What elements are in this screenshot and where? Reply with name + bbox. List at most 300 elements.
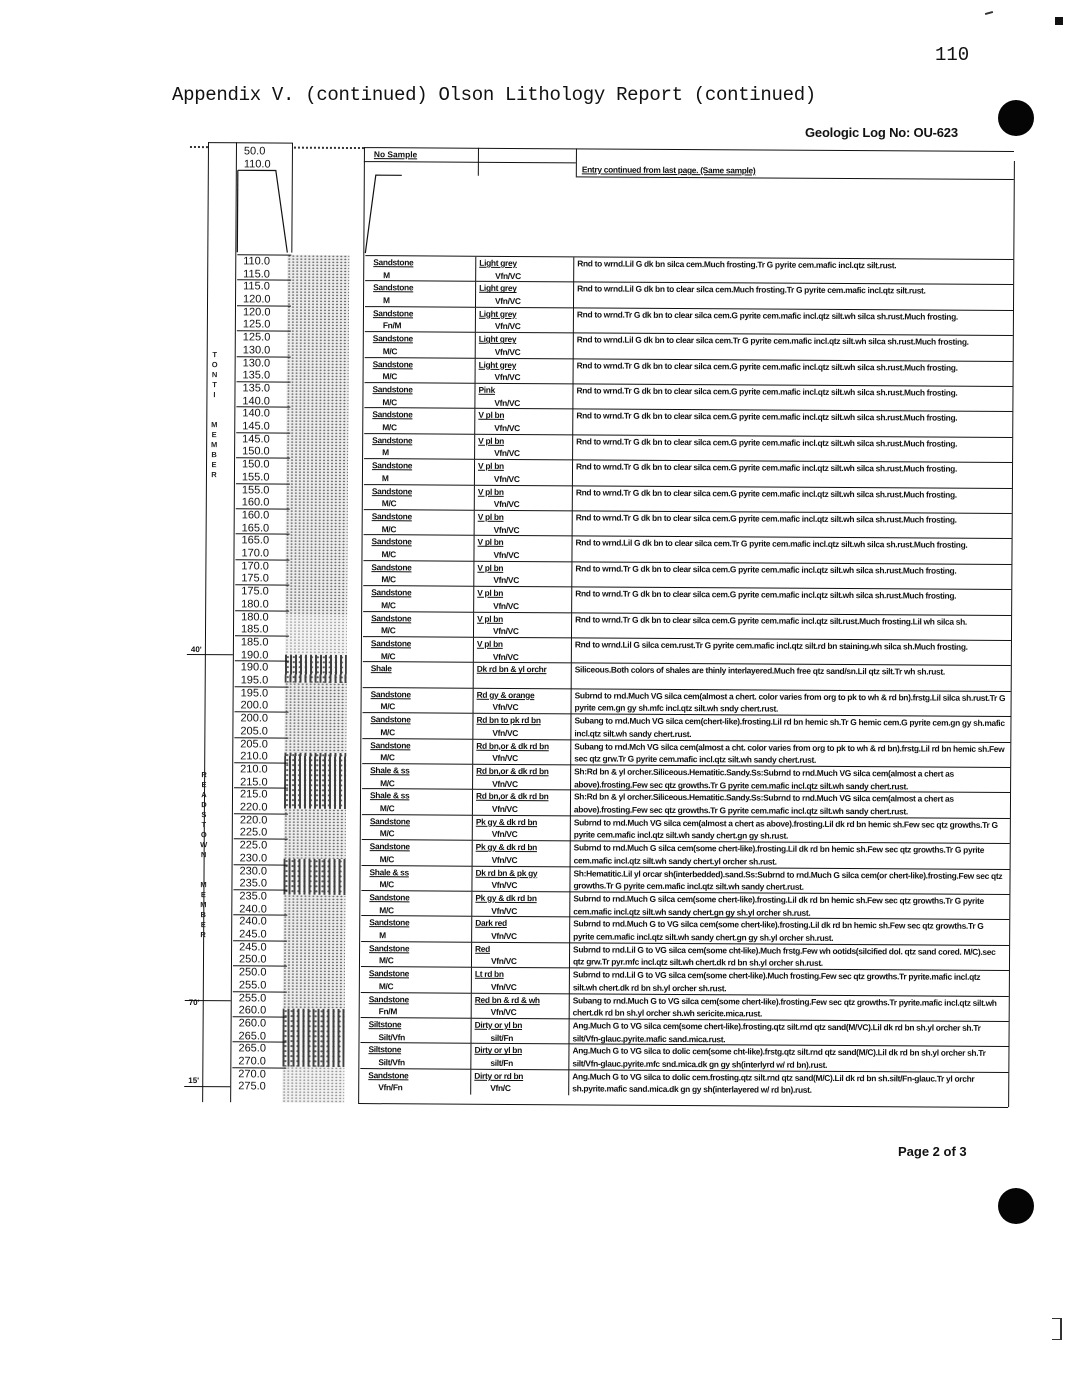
depth-bottom: 265.0	[238, 1029, 267, 1042]
grain-size: M/C	[380, 650, 396, 661]
cell-divider	[471, 993, 472, 1018]
rock-color: V pl bn	[477, 613, 503, 624]
rock-type: Sandstone	[370, 714, 411, 725]
depth-top: 240.0	[239, 915, 267, 928]
rock-color: Pk gy & dk rd bn	[475, 841, 538, 853]
size-range: Vfn/VC	[492, 752, 518, 764]
depth-bottom: 270.0	[238, 1055, 266, 1068]
thickness-mark: 15'	[188, 1076, 200, 1086]
color-cell	[477, 308, 573, 334]
rock-color: Dirty or yl bn	[474, 1045, 522, 1056]
rock-type-cell	[360, 1018, 470, 1044]
depth-top: 155.0	[241, 483, 270, 497]
tonti-member-label	[210, 350, 221, 480]
grain-size: M/C	[382, 396, 397, 407]
rock-color: Pk gy & dk rd bn	[475, 816, 538, 827]
depth-cell	[236, 407, 290, 433]
rock-type: Sandstone	[371, 485, 413, 496]
rock-type: Sandstone	[369, 815, 411, 827]
depth-bottom: 175.0	[241, 572, 269, 585]
rock-color: Light grey	[478, 308, 517, 319]
lithology-pattern-sandstone	[283, 895, 346, 1009]
size-range: Vfn/VC	[493, 473, 520, 484]
description: Rnd to wrnd.Tr G dk bn to clear silca cem.G pyrite cem.mafic incl.qtz silt.wh silca sh.rust.Much frosting.	[576, 385, 958, 398]
depth-cell	[233, 1016, 287, 1042]
size-range: Vfn/VC	[494, 448, 520, 459]
scan-mark	[1052, 1318, 1062, 1340]
no-sample-outline	[363, 173, 404, 255]
description: Ang.Much G to VG silca cem(some chert-like).frosting.qtz silt.rnd qtz sand(M/VC).Lil dk rd bn sh.yl orcher sh.Tr silt/Vfn-glauc.pyrite.mafic sand.mica.rust.	[572, 1020, 981, 1044]
size-range: Vfn/VC	[490, 1006, 517, 1018]
depth-bottom: 250.0	[238, 953, 267, 966]
depth-bottom: 275.0	[238, 1080, 266, 1093]
thickness-mark: 70'	[188, 998, 200, 1008]
no-sample-label: No Sample	[373, 149, 418, 160]
cell-divider	[473, 562, 474, 587]
rock-type: Sandstone	[371, 536, 412, 547]
rock-color: V pl bn	[478, 435, 505, 446]
grain-size: Silt/Vfn	[378, 1057, 405, 1068]
description: Subrnd to rnd.Much G to VG silca cem(some chert-like).frosting.Lil dk rd bn hemic sh.Few sec qtz growths.Tr G pyrite cem.mafic incl.qtz silt.wh sandy chert.gn gy sh.yl orcher sh.rust.	[573, 918, 984, 943]
color-cell	[476, 485, 572, 511]
cell-divider	[568, 1045, 569, 1070]
cell-divider	[569, 994, 570, 1019]
depth-top: 130.0	[242, 356, 271, 370]
depth-cell	[232, 1067, 286, 1093]
depth-bottom: 140.0	[242, 394, 270, 407]
description: Rnd to wrnd.Tr G dk bn to clear silca cem.G pyrite cem.mafic incl.qtz silt.wh silca sh.rust.Much frosting.	[575, 512, 957, 525]
rock-type: Sandstone	[372, 409, 413, 420]
rock-color: V pl bn	[477, 562, 504, 573]
grain-size: M/C	[382, 371, 398, 382]
rock-type-cell	[363, 637, 473, 663]
page-number: 110	[935, 44, 970, 66]
cell-divider	[474, 384, 475, 409]
depth-cell	[234, 762, 288, 788]
table-border	[576, 176, 1014, 180]
description: Subrnd to rnd.Much G silca cem(some chert-like).frosting.Lil dk rd bn hemic sh.Few sec qtz growths.Tr G pyrite cem.mafic incl.qtz silt.wh sandy chert.yl orcher sh.rust.	[573, 842, 985, 867]
size-range: Vfn/VC	[494, 321, 521, 332]
color-cell	[477, 358, 573, 384]
depth-top: 230.0	[239, 864, 268, 878]
depth-top: 125.0	[242, 331, 271, 344]
rock-type: Sandstone	[371, 561, 412, 573]
depth-cell	[236, 483, 290, 509]
cell-divider	[471, 917, 472, 942]
rock-type: Siltstone	[368, 1044, 402, 1055]
size-range: Vfn/VC	[493, 549, 520, 560]
grain-size: Vfn/Fn	[378, 1082, 403, 1093]
member-column-border	[202, 142, 209, 1102]
cell-divider	[570, 791, 571, 816]
depth-cell	[234, 737, 288, 763]
depth-bottom: 145.0	[242, 420, 270, 433]
depth-cell	[237, 356, 291, 382]
depth-bottom: 215.0	[240, 775, 268, 788]
cell-divider	[473, 689, 474, 714]
cell-divider	[475, 358, 476, 383]
lithology-pattern-shale	[285, 655, 347, 683]
rock-type-cell	[362, 815, 472, 841]
description: Rnd to wrnd.Lil G dk bn to clear silca cem.Tr G pyrite cem.mafic incl.qtz silt.wh silca sh.rust.Much frosting.	[576, 334, 969, 347]
rock-type-cell	[361, 967, 471, 993]
depth-cell	[237, 330, 291, 356]
size-range: Vfn/VC	[492, 727, 519, 738]
size-range: Vfn/VC	[493, 600, 519, 611]
cell-divider	[472, 790, 473, 815]
cell-divider	[573, 359, 574, 384]
cell-divider	[571, 562, 572, 587]
color-cell	[475, 587, 571, 613]
cell-divider	[472, 816, 473, 841]
rock-type: Sandstone	[371, 460, 413, 471]
rock-color: Dk rd bn & yl orchr	[476, 664, 547, 675]
size-range: Vfn/VC	[493, 524, 520, 535]
lithology-pattern-sandstone	[284, 683, 346, 753]
rock-type-cell	[362, 789, 472, 815]
size-range: Vfn/VC	[491, 829, 518, 840]
description: Sh:Hematitic.Lil yl orcar sh(interbedded).sand.Ss:Subrnd to rnd.Much G silca cem(or chert-like).frosting.Few sec qtz growths.Tr G pyrite cem.mafic incl.qtz silt.wh sandy chert.rust.	[573, 867, 1003, 892]
grain-size: M/C	[380, 625, 396, 636]
grain-size: M	[383, 269, 390, 280]
grain-size: M/C	[380, 701, 396, 712]
size-range: Vfn/VC	[491, 879, 518, 891]
color-cell	[476, 409, 572, 435]
cell-divider	[475, 257, 476, 282]
rock-color: Light grey	[479, 257, 517, 268]
color-cell	[474, 841, 570, 867]
lithology-pattern-sandstone	[284, 809, 346, 859]
cell-divider	[572, 384, 573, 409]
punch-hole-icon	[998, 100, 1034, 136]
rock-type: Siltstone	[368, 1019, 402, 1030]
size-range: Vfn/VC	[492, 702, 519, 713]
rock-color: Rd bn,or & dk rd bn	[475, 791, 549, 802]
cell-divider	[474, 435, 475, 460]
depth-bottom: 255.0	[238, 979, 267, 992]
color-cell	[474, 739, 570, 765]
depth-top: 140.0	[242, 407, 270, 420]
rock-type-cell	[364, 485, 474, 511]
size-range: Vfn/VC	[491, 803, 518, 814]
depth-cell	[237, 280, 291, 306]
depth-bottom: 245.0	[239, 928, 267, 941]
rock-color: V pl bn	[478, 410, 505, 421]
cell-divider	[572, 461, 573, 486]
size-range: Vfn/VC	[494, 422, 520, 433]
depth-bottom: 220.0	[239, 801, 268, 814]
page-footer: Page 2 of 3	[898, 1144, 967, 1159]
grain-size: Silt/Vfn	[378, 1031, 406, 1042]
depth-top: 170.0	[241, 560, 269, 573]
size-range: Vfn/C	[490, 1083, 511, 1094]
size-range: Vfn/VC	[492, 778, 518, 789]
rock-type-cell	[365, 358, 475, 384]
description: Rnd to wrnd.Lil G silca cem.rust.Tr G pyrite cem.mafic incl.qtz silt.rd bn staining.wh silca sh.Much frosting.	[574, 639, 968, 652]
description: Sh:Rd bn & yl orcher.Siliceous.Hematitic.Sandy.Ss:Subrnd to rnd.Much VG silca cem(almost a chert as above).frosting.Few sec qtz growths.Tr G pyrite cem.mafic incl.qtz silt.wh sandy chert.rust.	[573, 791, 954, 817]
color-cell	[473, 917, 569, 943]
cell-divider	[569, 969, 570, 994]
rock-type: Shale	[370, 663, 392, 674]
geologic-log-number: Geologic Log No: OU-623	[805, 125, 958, 140]
member-column-border	[208, 142, 236, 143]
depth-top: 160.0	[241, 509, 270, 522]
grain-size: M/C	[379, 904, 394, 915]
depth-top: 200.0	[240, 712, 269, 725]
depth-bottom: 125.0	[242, 318, 271, 331]
depth-top: 255.0	[238, 991, 267, 1005]
rock-type: Shale & ss	[369, 866, 409, 877]
color-cell	[473, 866, 569, 892]
color-cell	[474, 765, 570, 791]
cell-divider	[475, 282, 476, 307]
depth-bottom: 170.0	[241, 547, 270, 560]
cell-divider	[472, 841, 473, 866]
rock-type: Sandstone	[369, 892, 410, 903]
depth-cell	[234, 838, 288, 864]
cell-divider	[471, 866, 472, 891]
rock-color: Red	[475, 943, 491, 954]
lithology-pattern-siltstone	[282, 1009, 344, 1067]
depth-cell	[233, 864, 287, 890]
grain-size: M/C	[378, 980, 394, 991]
depth-top: 190.0	[240, 661, 269, 674]
rock-type: Sandstone	[372, 307, 414, 319]
depth-bottom: 210.0	[240, 750, 268, 763]
rock-color: V pl bn	[477, 486, 504, 497]
color-cell	[472, 1044, 568, 1070]
grain-size: Fn/M	[378, 1006, 398, 1017]
table-border	[364, 161, 576, 163]
depth-top: 115.0	[243, 280, 270, 293]
rock-color: Dirty or rd bn	[474, 1070, 524, 1081]
depth-top: 250.0	[238, 966, 267, 979]
rock-type: Sandstone	[372, 358, 413, 369]
depth-cell	[233, 915, 287, 941]
color-cell	[477, 282, 573, 308]
description: Rnd to wrnd.Tr G dk bn to clear silca cem.G pyrite cem.mafic incl.qtz silt.wh silca sh.rust.Much frosting.	[575, 588, 957, 601]
description: Rnd to wrnd.Lil G dk bn silca cem.Much frosting.Tr G pyrite cem.mafic incl.qtz silt.rust.	[577, 258, 897, 271]
size-range: Vfn/VC	[493, 498, 520, 510]
depth-cell	[237, 254, 291, 280]
depth-top: 205.0	[240, 737, 268, 751]
grain-size: M	[381, 472, 389, 483]
color-cell	[472, 1019, 568, 1045]
grain-size: M/C	[381, 574, 396, 585]
color-cell	[473, 993, 569, 1019]
depth-cell	[233, 940, 287, 966]
cell-divider	[470, 1019, 471, 1044]
color-cell	[476, 511, 572, 537]
size-range: silt/Fn	[490, 1057, 513, 1068]
cell-divider	[474, 511, 475, 536]
rock-color: Light grey	[478, 359, 517, 370]
dotted-rule	[294, 147, 364, 149]
cell-divider	[569, 918, 570, 943]
rock-type: Sandstone	[370, 688, 411, 700]
depth-bottom: 135.0	[242, 369, 271, 382]
cell-divider	[572, 511, 573, 536]
depth-top: 145.0	[242, 433, 270, 446]
rock-type-cell	[365, 307, 475, 333]
cell-divider	[474, 485, 475, 510]
depth-bottom: 130.0	[242, 344, 271, 357]
rock-color: V pl bn	[477, 587, 504, 599]
rock-type-cell	[365, 281, 475, 307]
depth-cell	[233, 991, 287, 1017]
rock-type: Sandstone	[368, 968, 410, 979]
size-range: Vfn/VC	[491, 905, 517, 916]
rock-type-cell	[361, 993, 471, 1019]
cell-divider	[572, 435, 573, 460]
size-range: Vfn/VC	[495, 270, 521, 281]
cell-divider	[571, 664, 572, 689]
dotted-rule	[190, 146, 208, 148]
description: Ang.Much G to VG silca to dolic cem.frosting.qtz silt.rnd qtz sand(M/C).Lil dk rd bn sh.silt/Fn-glauc.Tr yl orchr sh.pyrite.mafic sand.mica.dk gn gy sh(interlayered w/ rd bn).rust.	[572, 1071, 975, 1096]
depth-cell	[235, 534, 289, 560]
depth-top: 260.0	[238, 1017, 267, 1030]
cell-divider	[471, 892, 472, 917]
rock-type-cell	[363, 561, 473, 587]
grain-size: M/C	[379, 803, 395, 814]
rock-type: Shale & ss	[369, 790, 410, 801]
grain-size: M/C	[379, 828, 395, 839]
grain-size: M/C	[381, 549, 396, 560]
thickness-mark: 40'	[190, 645, 202, 655]
rock-color: Light grey	[478, 333, 517, 345]
grain-size: M/C	[380, 726, 395, 737]
rock-color: Rd bn to pk rd bn	[476, 714, 541, 726]
description: Subrnd to rnd.Much G silca cem(some chert-like).frosting.Lil dk rd bn hemic sh.Few sec qtz growths.Tr G pyrite cem.mafic incl.qtz silt.wh sandy chert.gn gy sh.yl orcher sh.rust.	[573, 893, 984, 918]
depth-top: 135.0	[242, 382, 271, 395]
depth-value: 50.0	[243, 145, 266, 158]
depth-cell	[233, 889, 287, 915]
color-cell	[473, 892, 569, 918]
rock-type: Sandstone	[370, 739, 411, 750]
color-cell	[476, 384, 572, 410]
cell-divider	[571, 537, 572, 562]
cell-divider	[570, 842, 571, 867]
grain-size: M/C	[382, 422, 397, 433]
cell-divider	[570, 740, 571, 765]
rock-type: Sandstone	[373, 282, 414, 293]
depth-cell	[236, 432, 290, 458]
size-range: Vfn/VC	[490, 981, 517, 992]
grain-size: M/C	[379, 853, 395, 864]
cell-divider	[569, 943, 570, 968]
grain-size: Fn/M	[382, 320, 402, 331]
cell-divider	[569, 867, 570, 892]
rock-type-cell	[364, 510, 474, 536]
scan-mark	[1055, 17, 1063, 25]
cell-divider	[473, 587, 474, 612]
cell-divider	[470, 1070, 471, 1095]
rock-color: Red bn & rd & wh	[474, 994, 540, 1005]
description: Rnd to wrnd.Tr G dk bn to clear silca cem.G pyrite cem.mafic incl.qtz silt.rust.Much frosting.Lil wh silca sh.	[575, 613, 968, 627]
depth-cell	[237, 305, 291, 331]
rock-type-cell	[363, 688, 473, 714]
depth-cell	[234, 813, 288, 839]
table-border	[576, 148, 577, 176]
rock-type: Shale & ss	[370, 765, 410, 776]
size-range: Vfn/VC	[494, 397, 521, 408]
depth-bottom: 120.0	[243, 293, 271, 306]
depth-top: 110.0	[243, 255, 271, 268]
grain-size: M/C	[380, 777, 395, 788]
color-cell	[474, 714, 570, 740]
rock-type-cell	[362, 713, 472, 739]
description: Rnd to wrnd.Lil G dk bn to clear silca cem.Tr G pyrite cem.mafic incl.qtz silt.wh silca sh.rust.Much frosting.	[575, 537, 968, 551]
size-range: Vfn/VC	[492, 625, 519, 637]
depth-bottom: 190.0	[240, 648, 269, 661]
color-cell	[474, 790, 570, 816]
depth-top: 120.0	[242, 306, 271, 319]
lithology-pattern-sandstone	[282, 1067, 344, 1103]
cell-divider	[569, 892, 570, 917]
depth-top: 175.0	[241, 585, 269, 598]
rock-type-cell	[365, 256, 475, 282]
cell-divider	[570, 816, 571, 841]
depth-top: 220.0	[239, 814, 268, 827]
depth-top: 165.0	[241, 534, 270, 547]
rock-type: Sandstone	[372, 434, 413, 446]
rock-type-cell	[365, 332, 475, 358]
cell-divider	[470, 1044, 471, 1069]
description: Rnd to wrnd.Tr G dk bn to clear silca cem.G pyrite cem.mafic incl.qtz silt.wh silca sh.rust.Much frosting.	[576, 436, 958, 449]
depth-cell	[235, 584, 289, 610]
cell-divider	[473, 663, 474, 688]
member-column-border	[184, 1086, 230, 1087]
cell-divider	[573, 283, 574, 308]
rock-type: Sandstone	[371, 511, 412, 522]
description: Rnd to wrnd.Lil G dk bn to clear silca cem.Much frosting.Tr G pyrite cem.mafic incl.qtz silt.rust.	[577, 283, 926, 296]
depth-top: 215.0	[239, 788, 268, 801]
rock-type-cell	[361, 942, 471, 968]
cell-divider	[573, 308, 574, 333]
description: Subang to rnd.Much G to VG silca cem(some chert-like).frosting.Few sec qtz growths.Tr pyrite.mafic incl.qtz silt.wh chert.dk rd bn sh.yl orcher sh.wh sericite.mica.rust.	[572, 994, 997, 1019]
rock-color: V pl bn	[477, 511, 504, 522]
rock-type: Sandstone	[371, 587, 412, 598]
grain-size: M/C	[381, 498, 397, 509]
readstown-member-label	[199, 770, 210, 940]
rock-color: Dk rd bn & pk gy	[475, 867, 538, 878]
size-range: Vfn/VC	[491, 854, 518, 865]
rock-color: Pk gy & dk rd bn	[475, 892, 537, 904]
size-range: Vfn/VC	[492, 651, 519, 662]
grain-size: M/C	[382, 345, 398, 356]
grain-size: M/C	[381, 599, 396, 610]
depth-cell	[234, 788, 288, 814]
depth-top: 235.0	[239, 890, 267, 903]
description: Subang to rnd.Mch VG silca cem(almost a cht. color varies from org to pk to wh & rd bn).frstg.Lil rd bn hemic sh.Few sec qtz grw.Tr G pyrite cem.mafic incl.qtz silt.wh sandy chert.rust.	[574, 740, 1005, 765]
rock-type-cell	[361, 866, 471, 892]
description: Rnd to wrnd.Tr G dk bn to clear silca cem.G pyrite cem.mafic incl.qtz silt.wh silca sh.rust.Much frosting.	[576, 410, 958, 424]
size-range: Vfn/VC	[490, 956, 517, 967]
depth-bottom: 230.0	[239, 852, 268, 865]
cell-divider	[573, 334, 574, 359]
color-cell	[474, 816, 570, 842]
rock-color: Rd gy & orange	[476, 689, 535, 700]
depth-bottom: 160.0	[241, 496, 270, 509]
depth-bottom: 155.0	[241, 471, 270, 484]
description: Subrnd to rnd.Lil G to VG silca cem(some chert-like).Much frosting.Few sec qtz growths.Tr pyrite.mafic incl.qtz silt.wh chert.dk rd bn sh.yl orcher sh.rust.	[572, 969, 981, 993]
depth-cell	[235, 686, 289, 712]
rock-type-cell	[362, 764, 472, 790]
depth-bottom: 150.0	[242, 445, 270, 458]
size-range: Vfn/VC	[495, 295, 521, 306]
member-name: R E A D S T O W N M E M B E R	[200, 770, 208, 940]
grain-size: M/C	[378, 955, 394, 966]
